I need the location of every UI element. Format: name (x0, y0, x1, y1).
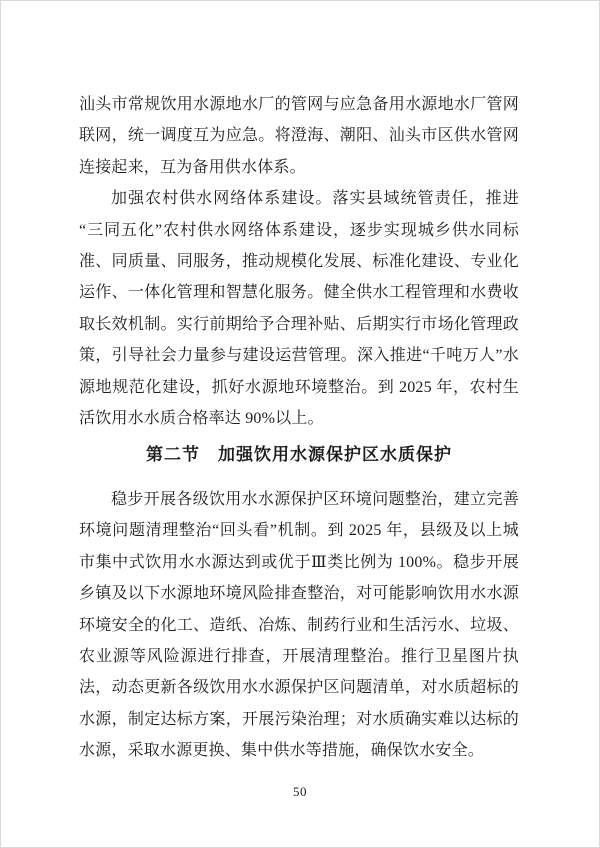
paragraph-rural-water-supply: 加强农村供水网络体系建设。落实县域统管责任，推进“三同五化”农村供水网络体系建设，逐步实现城乡供水同标准、同质量、同服务，推动规模化发展、标准化建设、专业化运作、一体化管理和智慧化服务。健全供水工程管理和水费收取长效机制。实行前期给予合理补贴、后期实行市场化管理政策，引导社会力量参与建设运营管理。深入推进“千吨万人”水源地规范化建设，抓好水源地环境整治。到 2025 年，农村生活饮用水水质合格率达 90%以上。 (79, 190, 519, 428)
section-heading: 第二节 加强饮用水源保护区水质保护 (146, 445, 452, 465)
page-body (79, 89, 519, 767)
page-footer (1, 783, 599, 801)
paragraph-water-plant-network: 汕头市常规饮用水源地水厂的管网与应急备用水源地水厂管网联网，统一调度互为应急。将澄海、潮阳、汕头市区供水管网连接起来，互为备用供水体系。 (79, 96, 519, 176)
page-number: 50 (293, 784, 307, 799)
paragraph-protection-zone-quality: 稳步开展各级饮用水水源保护区环境问题整治，建立完善环境问题清理整治“回头看”机制。到 2025 年，县级及以上城市集中式饮用水水源达到或优于Ⅲ类比例为 100%。稳步开展乡镇及以下水源地环境风险排查整治，对可能影响饮用水水源环境安全的化工、造纸、冶炼、制药行业和生活污水、垃圾、农业源等风险源进行排查，开展清理整治。推行卫星图片执法，动态更新各级饮用水水源保护区问题清单，对水质超标的水源，制定达标方案，开展污染治理；对水质确实难以达标的水源，采取水源更换、集中供水等措施，确保饮水安全。 (79, 490, 519, 760)
